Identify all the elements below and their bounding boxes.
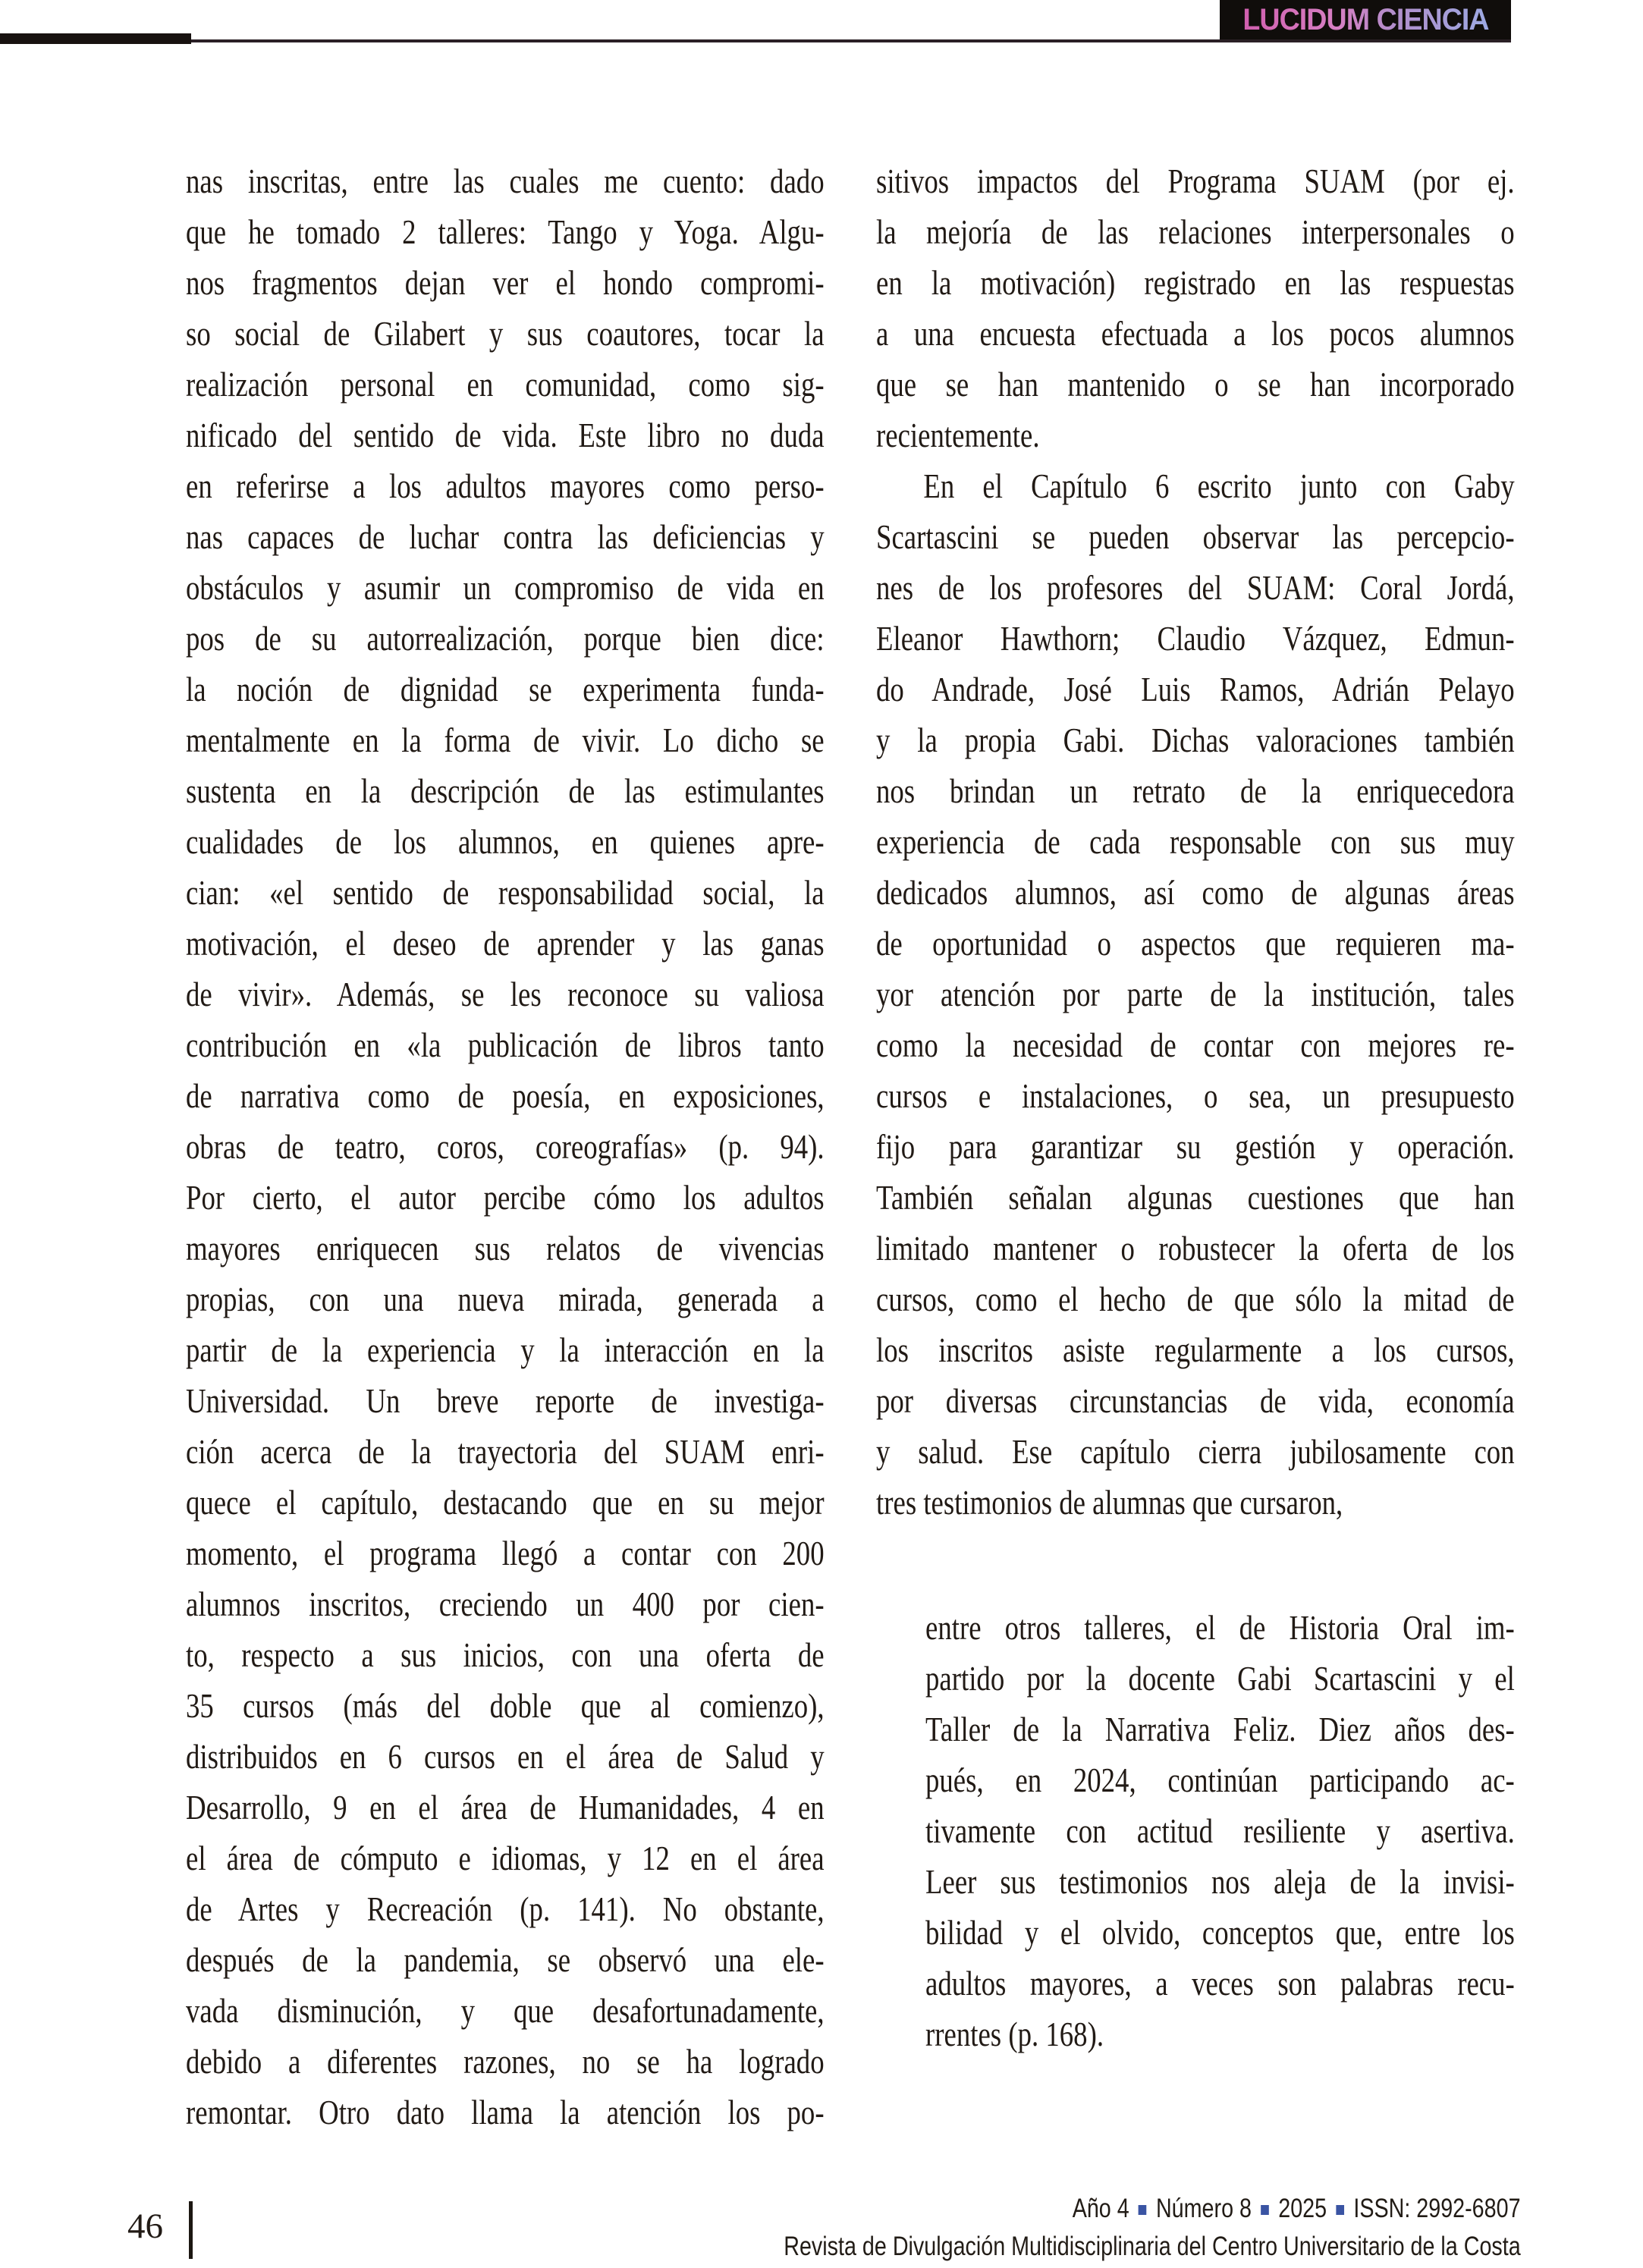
text-line: de Artes y Recreación (p. 141). No obstante, bbox=[186, 1889, 825, 1928]
text-line: a una encuesta efectuada a los pocos alumnos bbox=[876, 314, 1515, 353]
text-line: de vivir». Además, se les reconoce su valiosa bbox=[186, 975, 825, 1013]
text-line: nas inscritas, entre las cuales me cuento: dado bbox=[186, 162, 825, 200]
text-line: Eleanor Hawthorn; Claudio Vázquez, Edmun- bbox=[876, 619, 1515, 658]
journal-title-line: Revista de Divulgación Multidisciplinaria del Centro Universitario de la Costa bbox=[784, 2232, 1521, 2261]
text-line: do Andrade, José Luis Ramos, Adrián Pelayo bbox=[876, 670, 1515, 708]
text-line: to, respecto a sus inicios, con una oferta de bbox=[186, 1635, 825, 1674]
text-line: sitivos impactos del Programa SUAM (por ej. bbox=[876, 162, 1515, 200]
footer-separator-bar bbox=[189, 2201, 193, 2259]
text-line: de oportunidad o aspectos que requieren ma- bbox=[876, 924, 1515, 963]
quote-line: adultos mayores, a veces son palabras recu- bbox=[925, 1964, 1515, 2003]
column-left bbox=[186, 155, 825, 2138]
quote-line: rrentes (p. 168). bbox=[925, 2015, 1104, 2053]
text-line: También señalan algunas cuestiones que han bbox=[876, 1178, 1515, 1217]
text-line: sustenta en la descripción de las estimulantes bbox=[186, 771, 825, 810]
text-line: el área de cómputo e idiomas, y 12 en el área bbox=[186, 1839, 825, 1877]
text-line: En el Capítulo 6 escrito junto con Gaby bbox=[923, 466, 1515, 505]
text-line: Desarrollo, 9 en el área de Humanidades, 4 en bbox=[186, 1788, 825, 1827]
quote-line: Taller de la Narrativa Feliz. Diez años des- bbox=[925, 1710, 1515, 1748]
text-line: pos de su autorrealización, porque bien dice: bbox=[186, 619, 825, 658]
text-line: motivación, el deseo de aprender y las ganas bbox=[186, 924, 825, 963]
text-line: cursos e instalaciones, o sea, un presupuesto bbox=[876, 1076, 1515, 1115]
text-line: cian: «el sentido de responsabilidad social, la bbox=[186, 873, 825, 912]
text-line: nes de los profesores del SUAM: Coral Jordá, bbox=[876, 568, 1515, 607]
text-line: en la motivación) registrado en las respuestas bbox=[876, 263, 1515, 302]
text-line: cursos, como el hecho de que sólo la mitad de bbox=[876, 1280, 1515, 1318]
text-line: recientemente. bbox=[876, 416, 1040, 454]
text-line: Scartascini se pueden observar las percepcio- bbox=[876, 517, 1515, 556]
text-line: limitado mantener o robustecer la oferta de los bbox=[876, 1229, 1515, 1268]
text-line: y la propia Gabi. Dichas valoraciones también bbox=[876, 721, 1515, 759]
footer-meta-line bbox=[1073, 2194, 1521, 2224]
quote-line: pués, en 2024, continúan participando ac- bbox=[925, 1761, 1515, 1799]
text-line: Universidad. Un breve reporte de investiga- bbox=[186, 1381, 825, 1420]
text-line: debido a diferentes razones, no se ha logrado bbox=[186, 2042, 825, 2081]
text-line: la mejoría de las relaciones interpersonales o bbox=[876, 212, 1515, 251]
text-line: quece el capítulo, destacando que en su mejor bbox=[186, 1483, 825, 1522]
separator-square-icon bbox=[1261, 2205, 1270, 2215]
text-line: fijo para garantizar su gestión y operación. bbox=[876, 1127, 1515, 1166]
text-line: obstáculos y asumir un compromiso de vida en bbox=[186, 568, 825, 607]
meta-date: 2025 bbox=[1278, 2194, 1327, 2223]
text-line: en referirse a los adultos mayores como perso- bbox=[186, 466, 825, 505]
text-line: remontar. Otro dato llama la atención los po- bbox=[186, 2093, 825, 2131]
quote-line: Leer sus testimonios nos aleja de la invisi- bbox=[925, 1862, 1515, 1901]
text-line: nos fragmentos dejan ver el hondo compromi- bbox=[186, 263, 825, 302]
header-rule bbox=[191, 39, 1511, 42]
text-line: cualidades de los alumnos, en quienes apre- bbox=[186, 822, 825, 861]
meta-year: Año 4 bbox=[1073, 2194, 1130, 2223]
testimonial-blockquote bbox=[925, 1602, 1515, 2059]
text-line: realización personal en comunidad, como sig- bbox=[186, 365, 825, 404]
text-line: 35 cursos (más del doble que al comienzo), bbox=[186, 1686, 825, 1725]
text-line: experiencia de cada responsable con sus muy bbox=[876, 822, 1515, 861]
text-line: de narrativa como de poesía, en exposiciones, bbox=[186, 1076, 825, 1115]
text-line: por diversas circunstancias de vida, economía bbox=[876, 1381, 1515, 1420]
text-line: que se han mantenido o se han incorporado bbox=[876, 365, 1515, 404]
column-right bbox=[876, 155, 1515, 1528]
text-line: vada disminución, y que desafortunadamente, bbox=[186, 1991, 825, 2030]
header-left-bar bbox=[0, 33, 191, 44]
text-line: y salud. Ese capítulo cierra jubilosamente con bbox=[876, 1432, 1515, 1471]
text-line: nificado del sentido de vida. Este libro no duda bbox=[186, 416, 825, 454]
text-line: los inscritos asiste regularmente a los cursos, bbox=[876, 1330, 1515, 1369]
quote-line: tivamente con actitud resiliente y asertiva. bbox=[925, 1811, 1515, 1850]
logo-text: LUCIDUM CIENCIA bbox=[1242, 2, 1489, 36]
text-line: obras de teatro, coros, coreografías» (p. 94). bbox=[186, 1127, 825, 1166]
text-line: nos brindan un retrato de la enriquecedora bbox=[876, 771, 1515, 810]
text-line: después de la pandemia, se observó una ele- bbox=[186, 1940, 825, 1979]
text-line: mentalmente en la forma de vivir. Lo dicho se bbox=[186, 721, 825, 759]
text-line: propias, con una nueva mirada, generada a bbox=[186, 1280, 825, 1318]
text-line: distribuidos en 6 cursos en el área de Salud y bbox=[186, 1737, 825, 1776]
text-line: momento, el programa llegó a contar con 200 bbox=[186, 1534, 825, 1572]
text-line: dedicados alumnos, así como de algunas áreas bbox=[876, 873, 1515, 912]
text-line: partir de la experiencia y la interacción en la bbox=[186, 1330, 825, 1369]
meta-issn: ISSN: 2992-6807 bbox=[1353, 2194, 1521, 2223]
page-number: 46 bbox=[127, 2207, 163, 2246]
quote-line: entre otros talleres, el de Historia Oral im- bbox=[925, 1608, 1515, 1647]
text-line: contribución en «la publicación de libros tanto bbox=[186, 1026, 825, 1064]
text-line: yor atención por parte de la institución, tales bbox=[876, 975, 1515, 1013]
text-line: Por cierto, el autor percibe cómo los adultos bbox=[186, 1178, 825, 1217]
text-line: ción acerca de la trayectoria del SUAM enri- bbox=[186, 1432, 825, 1471]
text-line: tres testimonios de alumnas que cursaron, bbox=[876, 1483, 1343, 1522]
journal-logo bbox=[1220, 0, 1511, 39]
quote-line: partido por la docente Gabi Scartascini y el bbox=[925, 1659, 1515, 1698]
text-line: nas capaces de luchar contra las deficiencias y bbox=[186, 517, 825, 556]
separator-square-icon bbox=[1337, 2205, 1345, 2215]
text-line: como la necesidad de contar con mejores re- bbox=[876, 1026, 1515, 1064]
text-line: so social de Gilabert y sus coautores, tocar la bbox=[186, 314, 825, 353]
meta-issue: Número 8 bbox=[1156, 2194, 1252, 2223]
separator-square-icon bbox=[1139, 2205, 1147, 2215]
text-line: la noción de dignidad se experimenta funda- bbox=[186, 670, 825, 708]
text-line: que he tomado 2 talleres: Tango y Yoga. Algu- bbox=[186, 212, 825, 251]
text-line: alumnos inscritos, creciendo un 400 por cien- bbox=[186, 1585, 825, 1623]
quote-line: bilidad y el olvido, conceptos que, entre los bbox=[925, 1913, 1515, 1952]
text-line: mayores enriquecen sus relatos de vivencias bbox=[186, 1229, 825, 1268]
